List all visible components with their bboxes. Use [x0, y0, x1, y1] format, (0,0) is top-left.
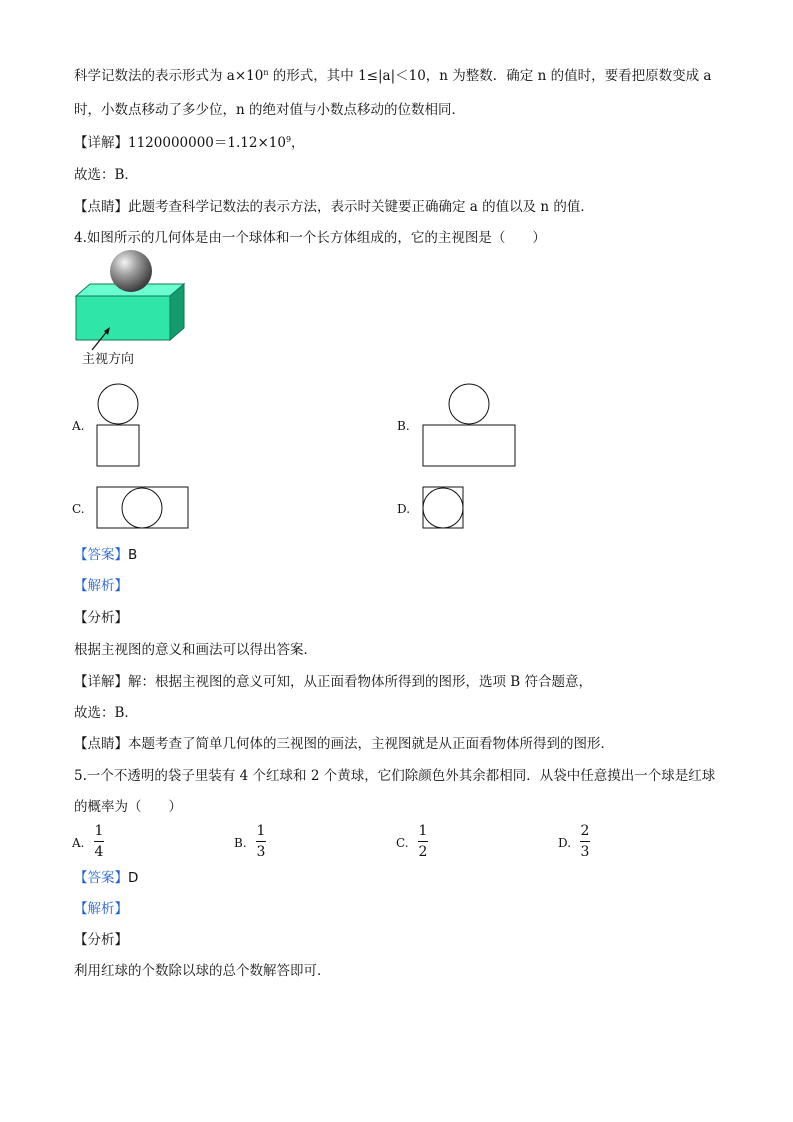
q5-option-d-fraction: 2 3: [580, 823, 590, 860]
q4-fenxi-text: 根据主视图的意义和画法可以得出答案．: [74, 642, 317, 658]
option-c-label: C.: [72, 502, 85, 516]
q5-option-b-fraction: 1 3: [256, 823, 266, 860]
question-4-stem: 4.如图所示的几何体是由一个球体和一个长方体组成的，它的主视图是（ ）: [74, 230, 546, 246]
q4-detail: 【详解】解：根据主视图的意义可知，从正面看物体所得到的图形，选项 B 符合题意，: [74, 674, 593, 690]
q5-option-c-fraction: 1 2: [418, 823, 428, 860]
q4-analysis-tag: 【解析】: [74, 578, 128, 594]
q5-option-a-label: A.: [72, 836, 85, 850]
option-a-circle: [98, 384, 138, 424]
detail-line: 【详解】$1120000000=1.12\times 10^9$，: [74, 135, 305, 151]
choose-line: 故选：B．: [74, 167, 138, 183]
option-d-circle: [423, 488, 463, 528]
q5-fenxi-text: 利用红球的个数除以球的总个数解答即可．: [74, 963, 331, 979]
q5-answer: 【答案】D: [74, 870, 139, 886]
option-c-circle: [122, 488, 162, 528]
q5-option-b-label: B.: [234, 836, 247, 850]
q4-dianjing: 【点睛】本题考查了简单几何体的三视图的画法，主视图就是从正面看物体所得到的图形．: [74, 736, 614, 752]
option-d-label: D.: [397, 502, 411, 516]
option-b-circle: [449, 384, 489, 424]
option-a-square: [97, 425, 139, 466]
q5-option-d-label: D.: [558, 836, 572, 850]
question-5-stem-1: 5.一个不透明的袋子里装有 4 个红球和 2 个黄球，它们除颜色外其余都相同．从袋中任意摸出一个球是红球: [74, 768, 716, 784]
q5-option-a-fraction: 1 4: [94, 823, 104, 860]
option-a-label: A.: [72, 419, 85, 433]
text-line-1: 科学记数法的表示形式为 $a\times 10^n$ 的形式，其中 1≤|a|＜10，n 为整数．确定 n 的值时，要看把原数变成 a: [74, 68, 712, 84]
view-direction-label: 主视方向: [82, 352, 135, 367]
q5-analysis-tag: 【解析】: [74, 901, 128, 917]
option-b-label: B.: [397, 419, 410, 433]
q4-fenxi: 【分析】: [74, 610, 128, 626]
question-5-stem-2: 的概率为（ ）: [74, 799, 182, 815]
text-line-2: 时，小数点移动了多少位，n 的绝对值与小数点移动的位数相同．: [74, 102, 465, 118]
dianjing-line: 【点睛】此题考查科学记数法的表示方法，表示时关键要正确确定 a 的值以及 n 的值．: [74, 199, 594, 215]
option-b-rect: [423, 425, 515, 466]
option-c-rect: [97, 487, 188, 528]
q4-answer: 【答案】B: [74, 547, 138, 563]
q5-fenxi: 【分析】: [74, 932, 128, 948]
q4-choose: 故选：B．: [74, 705, 138, 721]
q5-option-c-label: C.: [396, 836, 409, 850]
